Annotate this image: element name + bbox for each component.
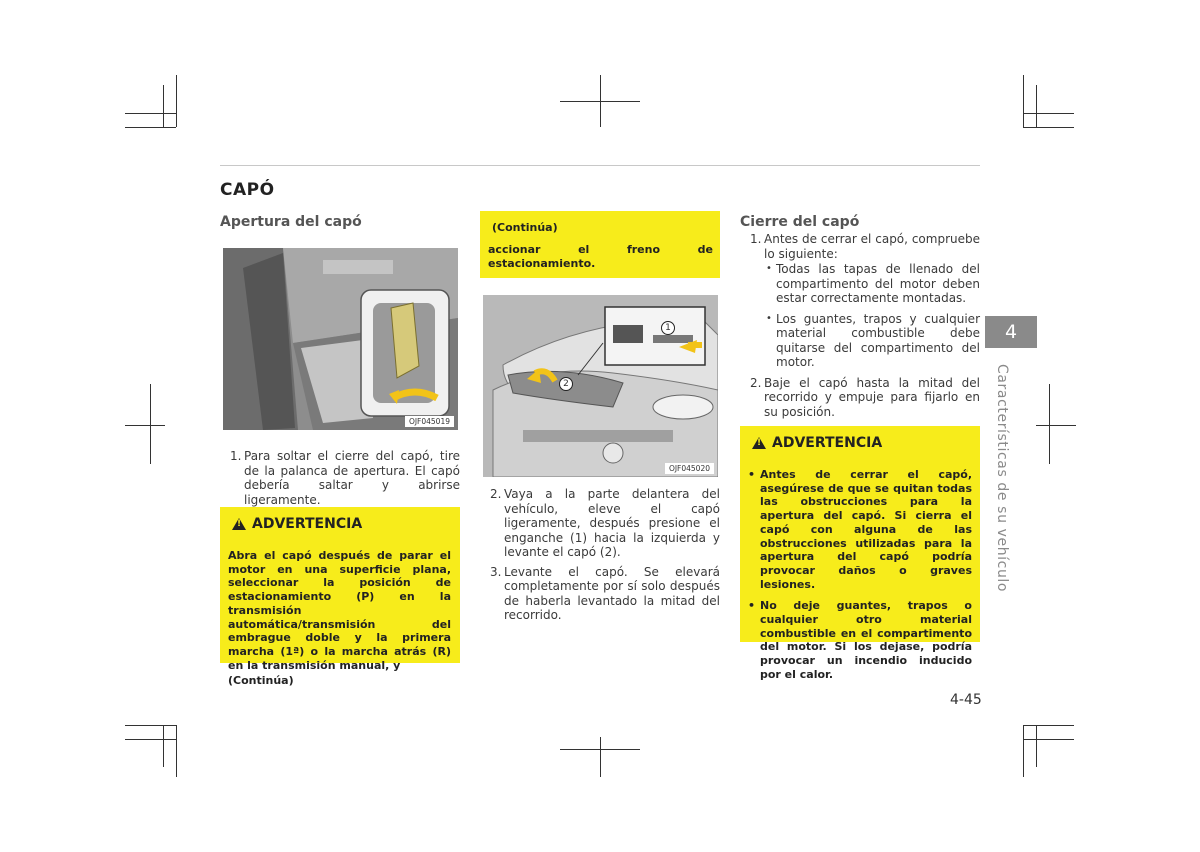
step-number: 3.	[490, 564, 502, 579]
continued-label: (Continúa)	[228, 674, 294, 688]
step-text: Vaya a la parte delantera del vehículo, eleve el capó ligeramente, después presione el enganche (1) hacia la izquierda y levante el capó (2).	[504, 487, 720, 559]
chapter-title: Características de su vehículo	[994, 364, 1010, 593]
step-number: 1.	[750, 232, 762, 246]
warning-title: ADVERTENCIA	[772, 435, 883, 451]
hood-release-lever-photo	[223, 248, 458, 430]
crop-mark	[125, 127, 176, 128]
step-number: 1.	[230, 449, 242, 463]
sub-item: • Todas las tapas de llenado del compartimento del motor deben estar correctamente montadas.	[764, 262, 980, 306]
steps-list-right	[740, 232, 980, 419]
step-text: Antes de cerrar el capó, compruebe lo siguiente:	[764, 232, 980, 261]
warning-text: Abra el capó después de parar el motor en una superficie plana, seleccionar la posición de estacionamiento (P) en la transmisión automática/transmisión del embrague doble y la primera marcha (1ª) o la marcha atrás (R) en la transmisión manual, y	[228, 549, 451, 672]
crop-mark	[125, 739, 176, 740]
continued-text: accionar el freno de estacionamiento.	[488, 243, 713, 270]
step-number: 2.	[490, 487, 502, 501]
step-item	[480, 565, 720, 623]
crop-mark	[1023, 113, 1074, 114]
crop-mark	[560, 749, 640, 750]
crop-mark	[125, 725, 176, 726]
warning-title: ADVERTENCIA	[252, 516, 363, 532]
chapter-tab: 4	[985, 316, 1037, 348]
step-item	[220, 449, 460, 507]
sub-item: • Los guantes, trapos y cualquier material combustible debe quitarse del compartimento del motor.	[764, 312, 980, 370]
warning-header	[752, 435, 882, 451]
subheading-closing: Cierre del capó	[740, 214, 860, 230]
page-number: 4-45	[950, 692, 982, 708]
header-rule	[220, 165, 980, 166]
crop-mark	[176, 725, 177, 777]
warning-icon	[752, 437, 766, 449]
car-front-illustration	[483, 295, 718, 477]
crop-mark	[1036, 85, 1037, 127]
warning-icon	[232, 518, 246, 530]
section-title: CAPÓ	[220, 180, 275, 200]
warning-box-right	[740, 426, 980, 681]
crop-mark	[1036, 725, 1037, 767]
figure-caption: OJF045019	[405, 416, 454, 427]
interior-illustration	[223, 248, 458, 430]
steps-list-middle	[480, 487, 720, 623]
step-text: Baje el capó hasta la mitad del recorrido y empuje para fijarlo en su posición.	[764, 375, 980, 419]
step-text: Para soltar el cierre del capó, tire de la palanca de apertura. El capó debería saltar y abrirse ligeramente.	[244, 449, 460, 507]
crop-mark	[1023, 725, 1074, 726]
step-text: Levante el capó. Se elevará completamente por sí solo después de haberla levantado la mitad del recorrido.	[504, 564, 720, 622]
warning-box-left	[220, 507, 460, 688]
crop-mark	[1023, 739, 1074, 740]
step-item	[740, 232, 980, 370]
crop-mark	[1049, 384, 1050, 464]
warning-item: • No deje guantes, trapos o cualquier otro material combustible en el compartimento del motor. Si los dejase, podría provocar un incendio inducido por el calor.	[740, 599, 972, 681]
crop-mark	[1036, 425, 1076, 426]
callout-2: 2	[559, 377, 573, 391]
crop-mark	[176, 75, 177, 127]
step-number: 2.	[750, 375, 762, 390]
step-item	[480, 487, 720, 560]
warning-header	[232, 516, 362, 532]
crop-mark	[1023, 725, 1024, 777]
warning-body	[228, 549, 451, 688]
crop-mark	[1023, 127, 1074, 128]
warning-list	[740, 468, 972, 690]
crop-mark	[125, 113, 176, 114]
crop-mark	[560, 101, 640, 102]
crop-mark	[150, 384, 151, 464]
step-item	[740, 376, 980, 420]
sub-list	[764, 262, 980, 370]
continued-label: (Continúa)	[492, 221, 558, 234]
warning-item: • Antes de cerrar el capó, asegúrese de que se quitan todas las obstrucciones para la apertura del capó. Si cierra el capó con alguna de las obstrucciones utilizadas para la apertura del capó podría provocar daños o graves lesiones.	[740, 468, 972, 591]
crop-mark	[600, 737, 601, 777]
crop-mark	[1023, 75, 1024, 127]
crop-mark	[163, 725, 164, 767]
steps-list-left	[220, 449, 460, 507]
crop-mark	[163, 85, 164, 127]
crop-mark	[125, 425, 165, 426]
figure-caption: OJF045020	[665, 463, 714, 474]
callout-1: 1	[661, 321, 675, 335]
warning-continued-box	[480, 211, 720, 278]
subheading-opening: Apertura del capó	[220, 214, 362, 230]
front-hood-photo	[483, 295, 718, 477]
